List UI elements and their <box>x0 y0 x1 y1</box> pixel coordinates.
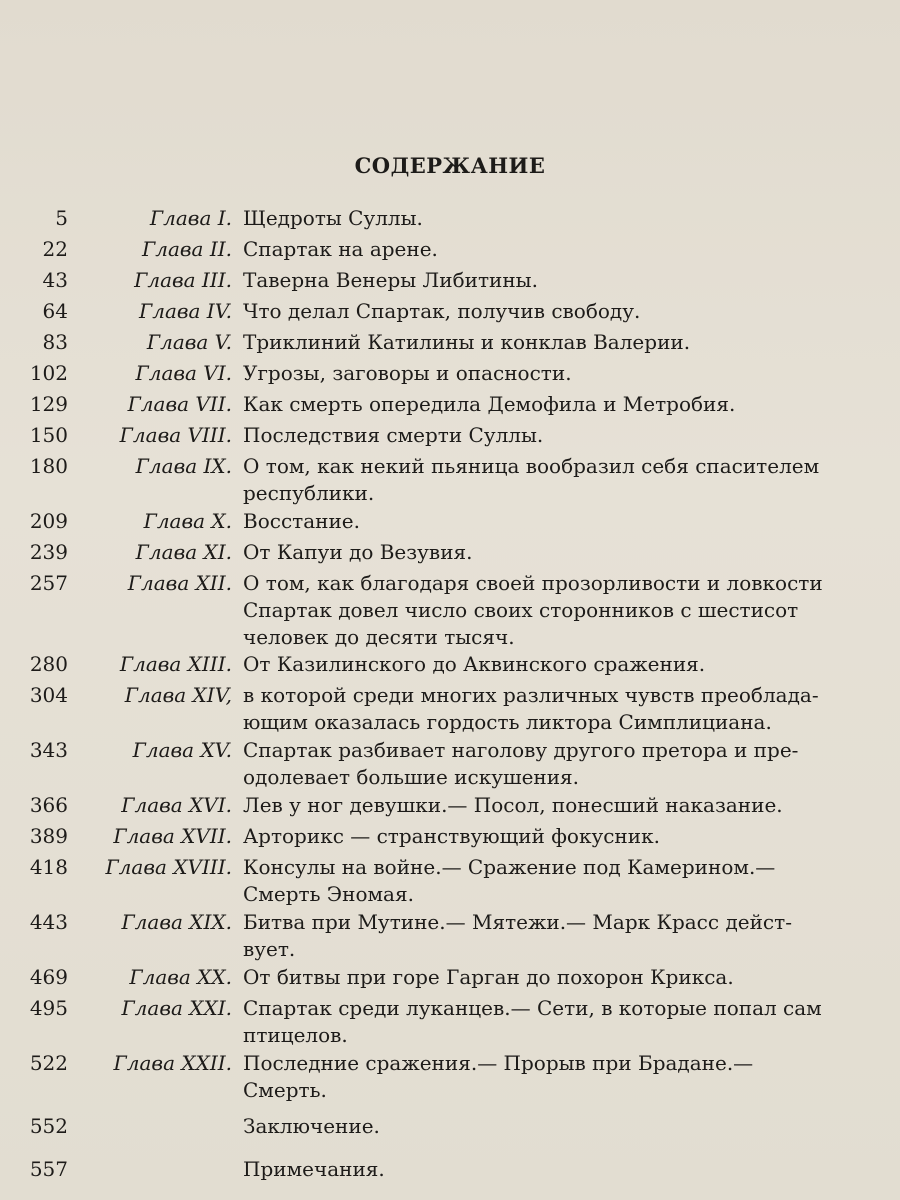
toc-title-line: Смерть Эномая. <box>243 882 414 906</box>
toc-chapter-title <box>243 360 828 387</box>
toc-chapter-label: Глава XVI. <box>121 793 232 817</box>
toc-chapter-title <box>243 570 828 651</box>
toc-title-line: Заключение. <box>243 1114 380 1138</box>
toc-title-line: одолевает большие искушения. <box>243 765 580 789</box>
toc-entry <box>0 298 900 329</box>
toc-chapter-title <box>243 267 828 294</box>
toc-entry <box>0 236 900 267</box>
toc-chapter-label: Глава XVIII. <box>105 855 232 879</box>
toc-title-line: Что делал Спартак, получив свободу. <box>243 299 641 323</box>
toc-title-line: Консулы на войне.— Сражение под Камерином.— <box>243 855 776 879</box>
toc-chapter-label: Глава V. <box>146 330 232 354</box>
toc-title-line: ющим оказалась гордость ликтора Симплициана. <box>243 710 772 734</box>
toc-chapter-label: Глава III. <box>134 268 232 292</box>
toc-chapter-label: Глава XVII. <box>113 824 232 848</box>
toc-chapter-title <box>243 508 828 535</box>
toc-title-line: Лев у ног девушки.— Посол, понесший наказание. <box>243 793 783 817</box>
toc-title-line: Последние сражения.— Прорыв при Брадане.— <box>243 1051 754 1075</box>
toc-page-number: 304 <box>29 683 68 707</box>
toc-page-number: 239 <box>29 540 68 564</box>
toc-title-line: Таверна Венеры Либитины. <box>243 268 538 292</box>
toc-chapter-label: Глава XI. <box>135 540 232 564</box>
toc-entry <box>0 508 900 539</box>
toc-title-line: в которой среди многих различных чувств преоблада- <box>243 683 819 707</box>
toc-chapter-title <box>243 329 828 356</box>
toc-chapter-title <box>243 236 828 263</box>
toc-chapter-title <box>243 205 828 232</box>
toc-title-line: Последствия смерти Суллы. <box>243 423 544 447</box>
toc-chapter-label: Глава XX. <box>129 965 232 989</box>
toc-title-line: Щедроты Суллы. <box>243 206 423 230</box>
toc-chapter-title <box>243 539 828 566</box>
toc-entry <box>0 823 900 854</box>
toc-title-line: От битвы при горе Гарган до похорон Крикса. <box>243 965 734 989</box>
toc-entry <box>0 651 900 682</box>
toc-title-line: О том, как некий пьяница вообразил себя спасителем <box>243 454 820 478</box>
toc-title-line: птицелов. <box>243 1023 348 1047</box>
toc-chapter-label: Глава VII. <box>127 392 232 416</box>
toc-entry <box>0 792 900 823</box>
toc-title-line: Спартак разбивает наголову другого претора и пре- <box>243 738 799 762</box>
toc-page-number: 495 <box>29 996 68 1020</box>
toc-title-line: Угрозы, заговоры и опасности. <box>243 361 572 385</box>
toc-chapter-title <box>243 453 828 507</box>
toc-entry <box>0 453 900 508</box>
toc-entry <box>0 682 900 737</box>
toc-chapter-title <box>243 854 828 908</box>
toc-chapter-label: Глава II. <box>142 237 232 261</box>
toc-chapter-title <box>243 909 828 963</box>
toc-chapter-label: Глава XV. <box>132 738 232 762</box>
toc-page-number: 366 <box>29 793 68 817</box>
toc-chapter-label: Глава XII. <box>127 571 232 595</box>
toc-page-number: 129 <box>29 392 68 416</box>
toc-page-number: 5 <box>55 206 68 230</box>
toc-title-line: От Казилинского до Аквинского сражения. <box>243 652 706 676</box>
toc-title-line: вует. <box>243 937 296 961</box>
toc-title-line: Спартак на арене. <box>243 237 438 261</box>
toc-page-number: 552 <box>29 1114 68 1138</box>
toc-chapter-title <box>243 823 828 850</box>
toc-chapter-label: Глава XIII. <box>119 652 232 676</box>
toc-title-line: Арторикс — странствующий фокусник. <box>243 824 660 848</box>
toc-title-line: От Капуи до Везувия. <box>243 540 473 564</box>
toc-page-number: 418 <box>29 855 68 879</box>
toc-entry <box>0 1050 900 1105</box>
toc-page-number: 64 <box>42 299 68 323</box>
toc-title-line: О том, как благодаря своей прозорливости и ловкости <box>243 571 823 595</box>
toc-chapter-title <box>243 737 828 791</box>
toc-entry <box>0 422 900 453</box>
toc-chapter-title <box>243 964 828 991</box>
toc-chapter-label: Глава X. <box>143 509 232 533</box>
toc-chapter-title <box>243 1050 828 1104</box>
toc-entry <box>0 909 900 964</box>
toc-chapter-title <box>243 391 828 418</box>
toc-page-number: 257 <box>29 571 68 595</box>
toc-entry <box>0 391 900 422</box>
toc-title-line: Спартак среди луканцев.— Сети, в которые попал сам <box>243 996 822 1020</box>
toc-chapter-label: Глава XXI. <box>121 996 232 1020</box>
toc-title-line: Смерть. <box>243 1078 327 1102</box>
toc-page-number: 102 <box>29 361 68 385</box>
toc-chapter-label: Глава IV. <box>138 299 232 323</box>
toc-chapter-title <box>243 1156 828 1183</box>
toc-page-number: 343 <box>29 738 68 762</box>
toc-chapter-label: Глава IX. <box>135 454 232 478</box>
toc-chapter-label: Глава I. <box>149 206 232 230</box>
toc-title-line: человек до десяти тысяч. <box>243 625 515 649</box>
toc-entry <box>0 539 900 570</box>
toc-page-number: 469 <box>29 965 68 989</box>
toc-title-line: Битва при Мутине.— Мятежи.— Марк Красс дейст- <box>243 910 792 934</box>
toc-page-number: 557 <box>29 1157 68 1181</box>
toc-page-number: 83 <box>42 330 68 354</box>
toc-title-line: Как смерть опередила Демофила и Метробия. <box>243 392 736 416</box>
toc-title-line: Триклиний Катилины и конклав Валерии. <box>243 330 691 354</box>
toc-page-number: 280 <box>29 652 68 676</box>
toc-entry <box>0 1156 900 1187</box>
toc-page-number: 389 <box>29 824 68 848</box>
toc-entry <box>0 737 900 792</box>
toc-entry <box>0 267 900 298</box>
toc-entry <box>0 570 900 651</box>
toc-page-number: 522 <box>29 1051 68 1075</box>
toc-chapter-title <box>243 298 828 325</box>
toc-entry <box>0 854 900 909</box>
toc-page-number: 43 <box>42 268 68 292</box>
toc-entry <box>0 205 900 236</box>
toc-chapter-label: Глава XIX. <box>121 910 232 934</box>
toc-chapter-title <box>243 1113 828 1140</box>
toc-chapter-title <box>243 651 828 678</box>
toc-entry <box>0 1113 900 1144</box>
toc-entry <box>0 964 900 995</box>
toc-page-number: 150 <box>29 423 68 447</box>
toc-chapter-title <box>243 995 828 1049</box>
toc-page-number: 443 <box>29 910 68 934</box>
toc-page-number: 209 <box>29 509 68 533</box>
toc-chapter-title <box>243 682 828 736</box>
toc-entry <box>0 360 900 391</box>
toc-chapter-label: Глава XXII. <box>113 1051 232 1075</box>
toc-page-number: 180 <box>29 454 68 478</box>
toc-entry <box>0 329 900 360</box>
bleed-through-text-top <box>60 0 880 140</box>
toc-chapter-label: Глава VI. <box>135 361 232 385</box>
table-of-contents <box>0 205 900 1187</box>
toc-title-line: Восстание. <box>243 509 360 533</box>
toc-title-line: республики. <box>243 481 375 505</box>
toc-entry <box>0 995 900 1050</box>
toc-page-number: 22 <box>42 237 68 261</box>
toc-chapter-title <box>243 422 828 449</box>
toc-chapter-label: Глава XIV, <box>124 683 232 707</box>
toc-title-line: Примечания. <box>243 1157 385 1181</box>
toc-title-line: Спартак довел число своих сторонников с шестисот <box>243 598 799 622</box>
toc-chapter-label: Глава VIII. <box>119 423 232 447</box>
page-title: СОДЕРЖАНИЕ <box>354 153 546 178</box>
toc-chapter-title <box>243 792 828 819</box>
